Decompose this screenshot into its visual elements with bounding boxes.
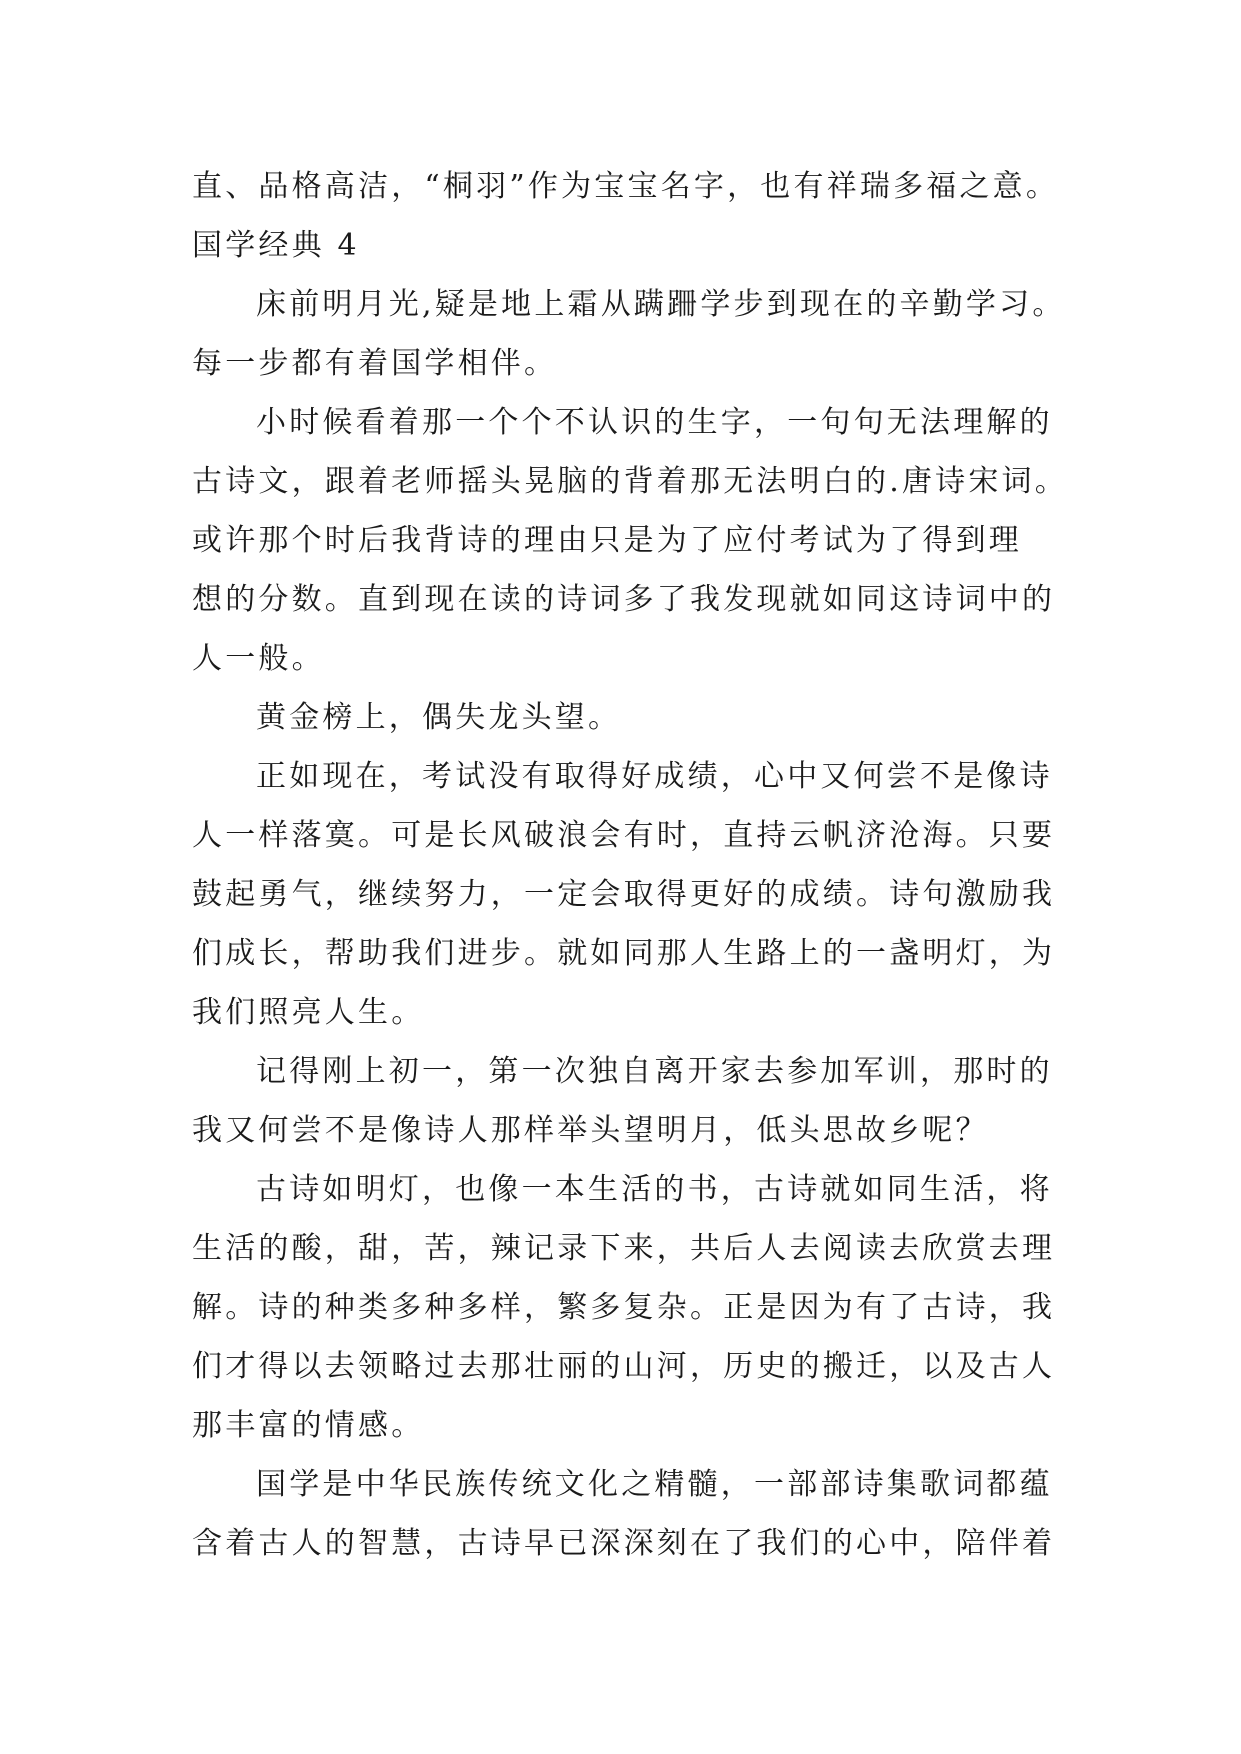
paragraph-line: 国学是中华民族传统文化之精髓，一部部诗集歌词都蕴 <box>256 1467 1053 1502</box>
text-line: 鼓起勇气，继续努力，一定会取得更好的成绩。诗句激励我 <box>192 877 1056 912</box>
text-line: 含着古人的智慧，古诗早已深深刻在了我们的心中，陪伴着 <box>192 1526 1056 1561</box>
text-line: 每一步都有着国学相伴。 <box>192 346 558 381</box>
text-line: 想的分数。直到现在读的诗词多了我发现就如同这诗词中的 <box>192 582 1056 617</box>
section-heading: 国学经典 4 <box>192 228 360 263</box>
paragraph-line: 古诗如明灯，也像一本生活的书，古诗就如同生活，将 <box>256 1172 1053 1207</box>
paragraph-line: 正如现在，考试没有取得好成绩，心中又何尝不是像诗 <box>256 759 1053 794</box>
paragraph-line: 记得刚上初一，第一次独自离开家去参加军训，那时的 <box>256 1054 1053 1089</box>
text-line: 们成长，帮助我们进步。就如同那人生路上的一盏明灯，为 <box>192 936 1056 971</box>
text-line: 解。诗的种类多种多样，繁多复杂。正是因为有了古诗，我 <box>192 1290 1056 1325</box>
text-line: 我又何尝不是像诗人那样举头望明月，低头思故乡呢？ <box>192 1113 989 1148</box>
text-line: 人一样落寞。可是长风破浪会有时，直持云帆济沧海。只要 <box>192 818 1056 853</box>
text-line: 古诗文，跟着老师摇头晃脑的背着那无法明白的.唐诗宋词。 <box>192 464 1068 499</box>
text-line: 们才得以去领略过去那壮丽的山河，历史的搬迁，以及古人 <box>192 1349 1056 1384</box>
text-line: 那丰富的情感。 <box>192 1408 425 1443</box>
text-line: 生活的酸，甜，苦，辣记录下来，共后人去阅读去欣赏去理 <box>192 1231 1056 1266</box>
text-line: 或许那个时后我背诗的理由只是为了应付考试为了得到理 <box>192 523 1022 558</box>
paragraph-line: 黄金榜上，偶失龙头望。 <box>256 700 622 735</box>
paragraph-line: 床前明月光,疑是地上霜从蹒跚学步到现在的辛勤学习。 <box>256 287 1066 322</box>
text-line: 人一般。 <box>192 641 325 676</box>
text-line: 我们照亮人生。 <box>192 995 425 1030</box>
text-line: 直、品格高洁，“桐羽”作为宝宝名字，也有祥瑞多福之意。 <box>192 169 1060 204</box>
paragraph-line: 小时候看着那一个个不认识的生字，一句句无法理解的 <box>256 405 1053 440</box>
